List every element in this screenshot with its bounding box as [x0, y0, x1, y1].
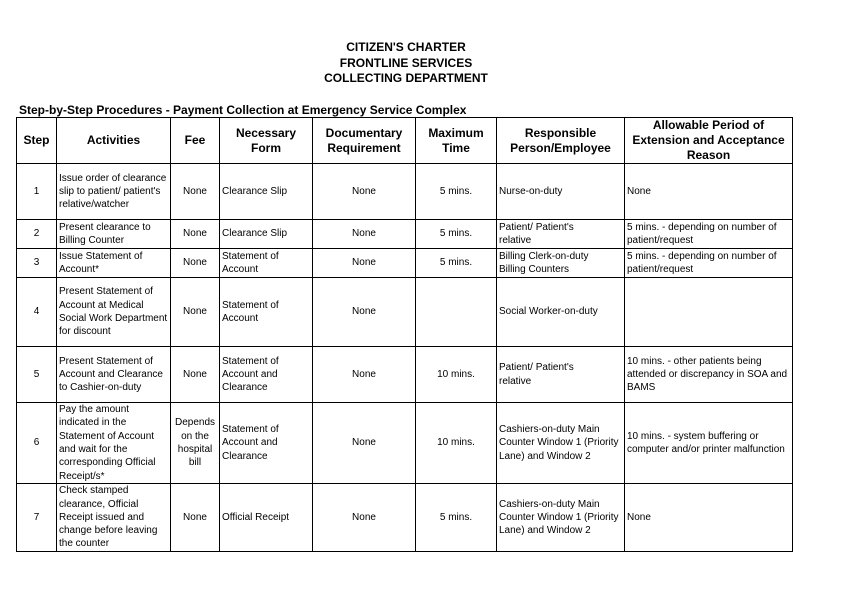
header-step: Step [17, 118, 57, 164]
activity-cell: Pay the amount indicated in the Statement of Account and wait for the corresponding Official Receipt/s* [57, 403, 171, 484]
time-cell: 5 mins. [416, 484, 497, 552]
activity-cell: Present clearance to Billing Counter [57, 220, 171, 249]
header-form: Necessary Form [220, 118, 313, 164]
document-title [0, 40, 842, 87]
header-extension: Allowable Period of Extension and Acceptance Reason [625, 118, 793, 164]
person-cell: Patient/ Patient's relative [497, 347, 625, 403]
title-line-2: FRONTLINE SERVICES [339, 55, 473, 70]
table-row [17, 249, 793, 278]
requirement-cell: None [313, 220, 416, 249]
requirement-cell: None [313, 249, 416, 278]
form-cell: Clearance Slip [220, 164, 313, 220]
extension-cell: None [625, 164, 793, 220]
activity-cell: Issue order of clearance slip to patient/ patient's relative/watcher [57, 164, 171, 220]
step-cell: 4 [17, 278, 57, 347]
header-row [17, 118, 793, 164]
extension-cell: 5 mins. - depending on number of patient/request [625, 220, 793, 249]
extension-cell: None [625, 484, 793, 552]
time-cell: 5 mins. [416, 220, 497, 249]
requirement-cell: None [313, 278, 416, 347]
requirement-cell: None [313, 164, 416, 220]
table-row [17, 403, 793, 484]
time-cell [416, 278, 497, 347]
table-row [17, 164, 793, 220]
form-cell: Statement of Account [220, 278, 313, 347]
title-line-3: COLLECTING DEPARTMENT [324, 71, 488, 85]
extension-cell: 5 mins. - depending on number of patient/request [625, 249, 793, 278]
table-row [17, 347, 793, 403]
person-cell: Nurse-on-duty [497, 164, 625, 220]
step-cell: 1 [17, 164, 57, 220]
header-activities: Activities [57, 118, 171, 164]
fee-cell: Depends on the hospital bill [171, 403, 220, 484]
extension-cell: 10 mins. - system buffering or computer and/or printer malfunction [625, 403, 793, 484]
header-fee: Fee [171, 118, 220, 164]
header-requirement: Documentary Requirement [313, 118, 416, 164]
header-person: Responsible Person/Employee [497, 118, 625, 164]
form-cell: Statement of Account [220, 249, 313, 278]
form-cell: Official Receipt [220, 484, 313, 552]
form-cell: Clearance Slip [220, 220, 313, 249]
form-cell: Statement of Account and Clearance [220, 347, 313, 403]
fee-cell: None [171, 220, 220, 249]
table-row [17, 484, 793, 552]
activity-cell: Issue Statement of Account* [57, 249, 171, 278]
person-cell: Billing Clerk-on-duty Billing Counters [497, 249, 625, 278]
time-cell: 10 mins. [416, 403, 497, 484]
step-cell: 7 [17, 484, 57, 552]
activity-cell: Present Statement of Account at Medical Social Work Department for discount [57, 278, 171, 347]
step-cell: 6 [17, 403, 57, 484]
activity-cell: Present Statement of Account and Clearance to Cashier-on-duty [57, 347, 171, 403]
fee-cell: None [171, 278, 220, 347]
step-cell: 3 [17, 249, 57, 278]
fee-cell: None [171, 164, 220, 220]
person-cell: Cashiers-on-duty Main Counter Window 1 (Priority Lane) and Window 2 [497, 403, 625, 484]
header-time: Maximum Time [416, 118, 497, 164]
procedure-table [16, 117, 793, 552]
form-cell: Statement of Account and Clearance [220, 403, 313, 484]
step-cell: 5 [17, 347, 57, 403]
fee-cell: None [171, 347, 220, 403]
extension-cell [625, 278, 793, 347]
activity-cell: Check stamped clearance, Official Receipt issued and change before leaving the counter [57, 484, 171, 552]
procedure-subtitle: Step-by-Step Procedures - Payment Collection at Emergency Service Complex [19, 103, 467, 117]
person-cell: Cashiers-on-duty Main Counter Window 1 (Priority Lane) and Window 2 [497, 484, 625, 552]
step-cell: 2 [17, 220, 57, 249]
requirement-cell: None [313, 347, 416, 403]
time-cell: 10 mins. [416, 347, 497, 403]
fee-cell: None [171, 249, 220, 278]
time-cell: 5 mins. [416, 249, 497, 278]
person-cell: Social Worker-on-duty [497, 278, 625, 347]
time-cell: 5 mins. [416, 164, 497, 220]
table-row [17, 278, 793, 347]
person-cell: Patient/ Patient's relative [497, 220, 625, 249]
title-line-1: CITIZEN'S CHARTER [346, 40, 466, 54]
requirement-cell: None [313, 484, 416, 552]
table-row [17, 220, 793, 249]
extension-cell: 10 mins. - other patients being attended or discrepancy in SOA and BAMS [625, 347, 793, 403]
fee-cell: None [171, 484, 220, 552]
requirement-cell: None [313, 403, 416, 484]
